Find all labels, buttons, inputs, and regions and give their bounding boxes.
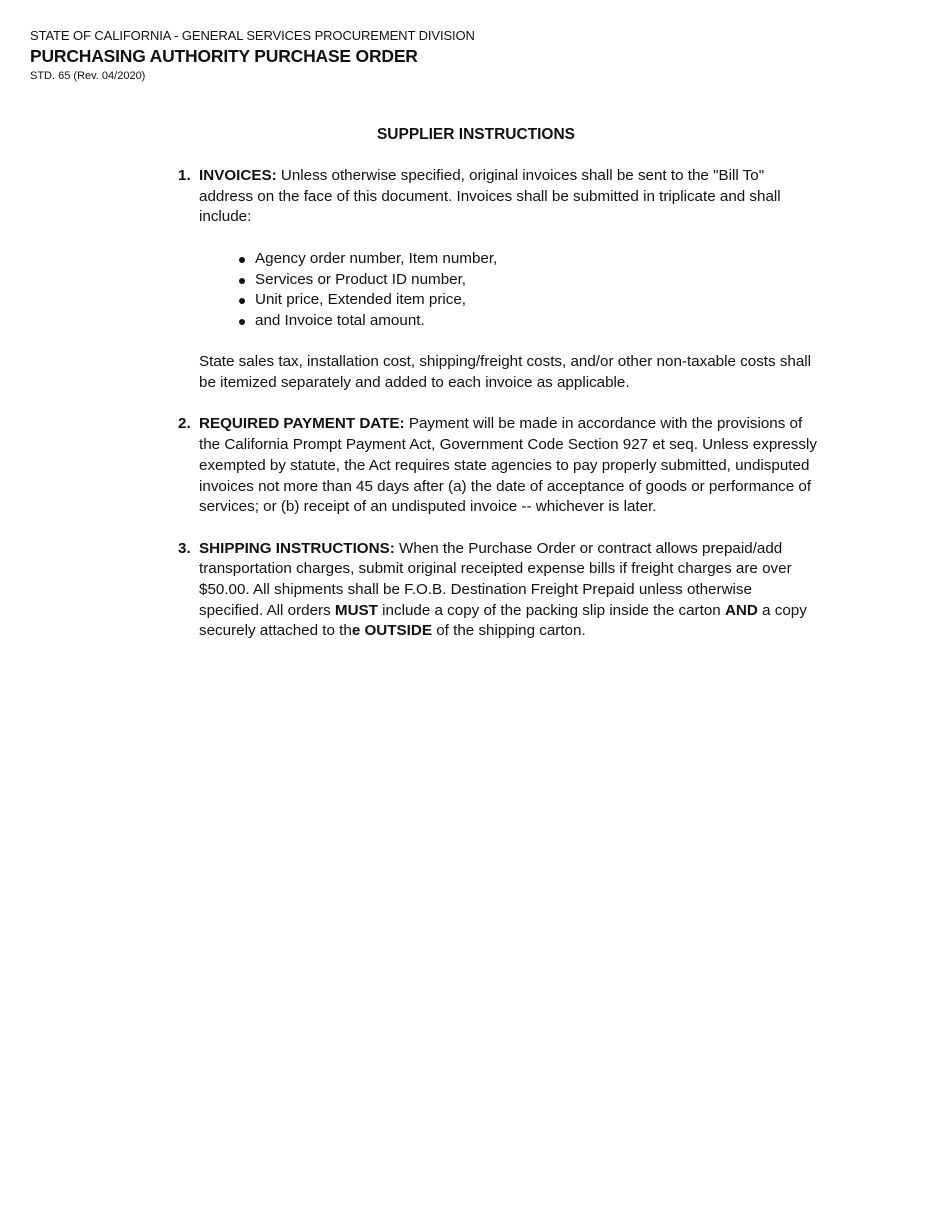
list-item: and Invoice total amount. <box>237 311 818 332</box>
form-header <box>30 27 475 84</box>
list-item: Agency order number, Item number, <box>237 249 818 270</box>
emphasis-outside: e OUTSIDE <box>351 622 432 640</box>
item-number: 3. <box>178 539 191 557</box>
item-heading: REQUIRED PAYMENT DATE: <box>199 415 405 433</box>
item-text: of the shipping carton. <box>432 622 586 640</box>
item-body <box>199 414 818 518</box>
instruction-item-shipping <box>172 539 818 643</box>
item-number: 2. <box>178 415 191 433</box>
item-number: 1. <box>178 167 191 184</box>
item-heading: SHIPPING INSTRUCTIONS: <box>199 539 395 557</box>
emphasis-must: MUST <box>334 601 378 619</box>
instruction-item-invoices <box>172 166 818 394</box>
item-text: include a copy of the packing slip inside the carton <box>377 601 725 619</box>
section-title: SUPPLIER INSTRUCTIONS <box>376 126 576 143</box>
agency-name: STATE OF CALIFORNIA - GENERAL SERVICES PROCUREMENT DIVISION <box>30 28 475 43</box>
invoice-requirements-list <box>199 249 818 332</box>
list-item: Unit price, Extended item price, <box>237 290 818 311</box>
form-title: PURCHASING AUTHORITY PURCHASE ORDER <box>30 46 418 66</box>
item-heading: INVOICES: <box>199 167 277 184</box>
item-text: Unless otherwise specified, original invoices shall be sent to the "Bill To" address on the face of this document. Invoices shall be submitted in triplicate and shall include: <box>199 167 781 226</box>
item-text: Payment will be made in accordance with the provisions of the California Prompt Payment Act, Government Code Section 927 et seq. Unless expressly exempted by statute, the Act requires state agencies to pay properly submitted, undisputed invoices not more than 45 days after (a) the date of acceptance of goods or performance of services; or (b) receipt of an undisputed invoice -- whichever is later. <box>199 415 817 516</box>
item-text: a copy securely attached to th <box>199 601 807 640</box>
instruction-item-payment-date <box>172 414 818 518</box>
item-text: When the Purchase Order or contract allows prepaid/add transportation charges, submit original receipted expense bills if freight charges are over $50.00. All shipments shall be F.O.B. Destination Freight Prepaid unless otherwise specified. All orders <box>199 539 792 619</box>
item-body <box>199 539 818 643</box>
item-note: State sales tax, installation cost, shipping/freight costs, and/or other non-taxable costs shall be itemized separately and added to each invoice as applicable. <box>199 353 812 391</box>
instructions-list <box>172 166 818 663</box>
list-item: Services or Product ID number, <box>237 270 818 291</box>
form-number: STD. 65 (Rev. 04/2020) <box>30 70 146 82</box>
emphasis-and: AND <box>724 601 758 619</box>
item-body <box>199 166 818 394</box>
